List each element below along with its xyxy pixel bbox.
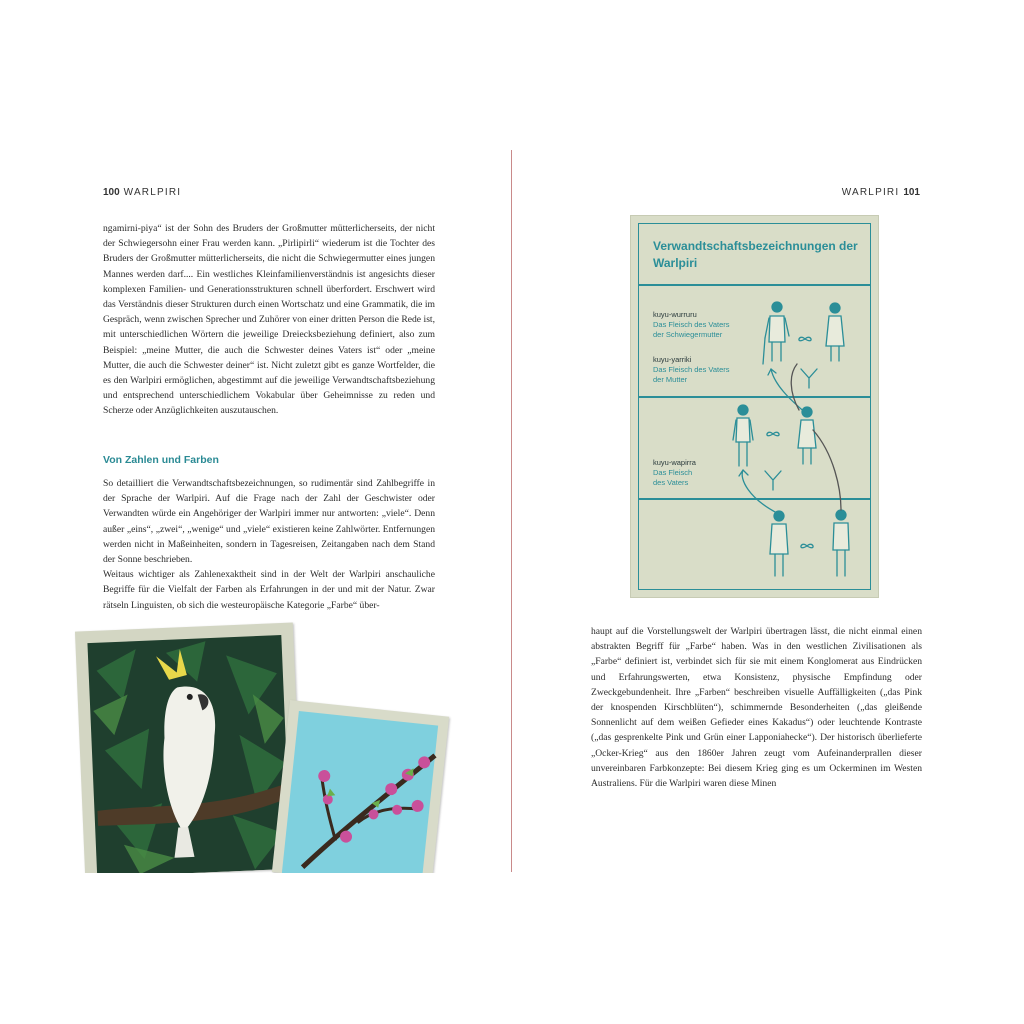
y-symbol-2: [765, 471, 781, 490]
term-meaning-line-1: Das Fleisch: [653, 467, 693, 477]
mother-figure: [798, 407, 816, 464]
section-heading: Von Zahlen und Farben: [103, 454, 219, 466]
kinship-figures: [639, 224, 870, 589]
book-spine-divider: [511, 150, 512, 872]
cockatoo-illustration-card: [75, 623, 303, 878]
right-running-title: WARLPIRI: [841, 187, 900, 198]
term-name: kuyu-wurruru: [653, 310, 697, 319]
kinship-diagram-frame: [638, 223, 871, 590]
diagram-title: Verwandtschaftsbezeichnungen der Warlpiri: [653, 239, 858, 270]
left-paragraph-3: Weitaus wichtiger als Zahlenexaktheit sind in der Welt der Warlpiri anschauliche Begriffe für die Vielfalt der Farben als Erfahrungen in der und mit der Natur. Zwar rätseln Linguisten, ob sich die westeuropäische Kategorie „Farbe“ über-: [103, 569, 435, 611]
y-symbol-1: [801, 369, 817, 388]
arrow-to-elder: [771, 369, 807, 414]
left-paragraph-1: ngamirni-piya“ ist der Sohn des Bruders der Großmutter mütterlicherseits, der nicht der Schwiegersohn einer Frau werden kann. „Pirlipirli“ wiederum ist die Tochter des Bruders der Großmutter mütterlicherseits, die nicht die Schwiegermutter eines jungen Mannes werden darf.... Ein westliches Kleinfamilienverständnis ist angesichts dieser komplexen Familien- und Generationsstrukturen schnell überfordert. Erschwert wird das Verständnis dieser Strukturen durch einen Wortschatz und eine Grammatik, die im Gespräch, wenn zwischen Sprecher und Zuhörer von einer dritten Person die Rede ist, mit unterschiedlichen Wörtern die jeweilige Dreiecksbeziehung definiert, also zum Beispiel: „meine Mutter, die auch die Schwester deines Vaters ist“ oder „meine Mutter, die auch die Schwester deiner“ ist. Nicht zuletzt gibt es ganze Wortfelder, die es den Warlpiri ermöglichen, abgestimmt auf die jeweilige Verwandtschaftsbeziehung und entsprechend unterschiedlichem Vokabular über Geheimnisse zu reden und Scherze oder Anzüglichkeiten auszutauschen.: [103, 223, 435, 417]
elder-woman-figure: [826, 303, 844, 361]
infinity-symbol-3: [801, 544, 813, 547]
child-man-figure: [833, 510, 849, 576]
infinity-symbol-2: [767, 432, 779, 435]
term-name: kuyu-yarriki: [653, 355, 692, 364]
left-page-number: 100: [103, 187, 120, 198]
father-figure: [733, 405, 753, 466]
term-name: kuyu-wapirra: [653, 458, 696, 467]
line-mother-to-child: [813, 430, 841, 510]
arrow-to-father: [742, 470, 779, 514]
term-meaning-line-2: des Vaters: [653, 477, 689, 487]
line-mother-to-elder: [791, 364, 799, 410]
right-paragraph-1: haupt auf die Vorstellungswelt der Warlpiri übertragen lässt, die nicht einmal einen abstrakten Begriff für „Farbe“ haben. Was in den westlichen Zivilisationen als „Farbe“ definiert ist, verbindet sich für sie mit einem Konglomerat aus Eindrücken und Erfahrungswerten, etwa Konsistenz, physische Empfindung oder Zweckgebundenheit. Ihre „Farben“ beschreiben visuelle Auffälligkeiten („das Pink der knospenden Kirschblüten“), schimmernde Besonderheiten („das gleißende Sonnenlicht auf dem weißen Gefieder eines Kakadus“) oder leuchtende Kontraste („das gesprenkelte Pink und Grün einer Lapponiahecke“). Der historisch überlieferte „Ocker-Krieg“ aus den 1860er Jahren zeugt vom Aufeinanderprallen dieser unvereinbaren Farbkonzepte: Bei diesem Krieg ging es um Ockerminen im Westen Australiens. Für die Warlpiri waren diese Minen: [591, 626, 922, 790]
kinship-diagram-card: [630, 215, 879, 598]
term-meaning-line-2: der Mutter: [653, 374, 688, 384]
term-meaning-line-2: der Schwiegermutter: [653, 329, 723, 339]
blossom-image: [272, 700, 449, 889]
blossom-illustration-card: [272, 700, 449, 889]
cockatoo-image: [75, 623, 303, 878]
left-running-head: [103, 187, 181, 198]
child-woman-figure: [770, 511, 788, 576]
left-running-title: WARLPIRI: [123, 187, 182, 198]
left-paragraph-2: So detailliert die Verwandtschaftsbezeichnungen, so rudimentär sind Zahlbegriffe in der Sprache der Warlpiri. Auf die Frage nach der Zahl der Geschwister oder Verwandten würde ein Angehöriger der Warlpiri immer nur antworten: „viele“. Denn außer „eins“, „zwei“, „wenige“ und „viele“ existieren keine Zahlwörter. Entfernungen werden nicht in Maßeinheiten, sondern in Tagesreisen, Zeitangaben nach dem Stand der Sonne beschrieben.: [103, 478, 435, 566]
left-body-text: [103, 221, 435, 419]
right-page-number: 101: [903, 187, 920, 198]
term-meaning-line-1: Das Fleisch des Vaters: [653, 364, 730, 374]
left-body-text-2: [103, 476, 435, 613]
term-meaning-line-1: Das Fleisch des Vaters: [653, 319, 730, 329]
infinity-symbol-1: [799, 337, 811, 340]
page-bottom-margin: [0, 873, 1024, 1024]
right-body-text: [591, 624, 922, 791]
elder-man-figure: [763, 302, 789, 364]
right-running-head: [842, 187, 920, 198]
